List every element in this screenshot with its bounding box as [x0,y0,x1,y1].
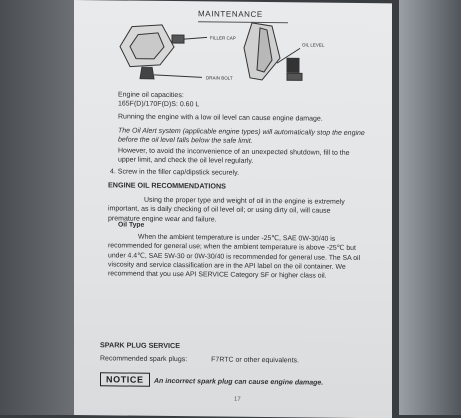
spark-plug-heading: SPARK PLUG SERVICE [100,340,181,351]
step-4: 4. Screw in the filler cap/dipstick securely. [110,168,240,177]
spark-plug-value: F7RTC or other equivalents. [211,356,299,365]
oil-alert-paragraph: The Oil Alert system (applicable engine types) will automatically stop the engine before the oil level falls below the safe limit. [118,127,365,146]
oil-fill-illustration [102,16,352,89]
capacities-title: Engine oil capacities: [118,91,184,100]
warning-low-oil: Running the engine with a low oil level can cause engine damage. [118,113,323,123]
page-number: 17 [234,396,241,403]
capacities-value: 165F(D)/170F(D)S: 0.60 L [118,100,200,109]
engine-oil-intro: Using the proper type and weight of oil in the engine is extremely important, as is daily checking of oil level oil; or using dirty oil, will cause premature engine wear and failure. [108,196,345,224]
oil-type-heading: Oil Type [118,221,145,229]
spark-plug-label: Recommended spark plugs: [100,355,188,364]
manual-page [74,0,392,418]
page-header: MAINTENANCE [198,9,288,23]
filler-cap-label: FILLER CAP [210,35,236,41]
notice-text: An incorrect spark plug can cause engine damage. [154,377,324,387]
spark-plug-line [100,354,360,366]
oil-level-label: OIL LEVEL [302,42,325,48]
notice-box: NOTICE [100,372,150,387]
background-left [0,0,78,415]
drain-bolt-label: DRAIN BOLT [206,75,233,81]
avoid-shutdown-paragraph: However, to avoid the inconvenience of an unexpected shutdown, fill to the upper limit, and check the oil level regularly. [118,147,350,166]
background-right [399,0,461,415]
engine-oil-heading: ENGINE OIL RECOMMENDATIONS [108,180,226,191]
oil-type-body: When the ambient temperature is under -25℃, SAE 0W-30/40 is recommended for general use; when the ambient temperature is above -25℃ but under 4.4℃, SAE 5W-30 or 0W-30/40 is recommended for general use. The SA oil viscosity and service classification are in the API label on the oil container. We recommend that you use API SERVICE Category SF or higher class oil. [108,233,361,280]
